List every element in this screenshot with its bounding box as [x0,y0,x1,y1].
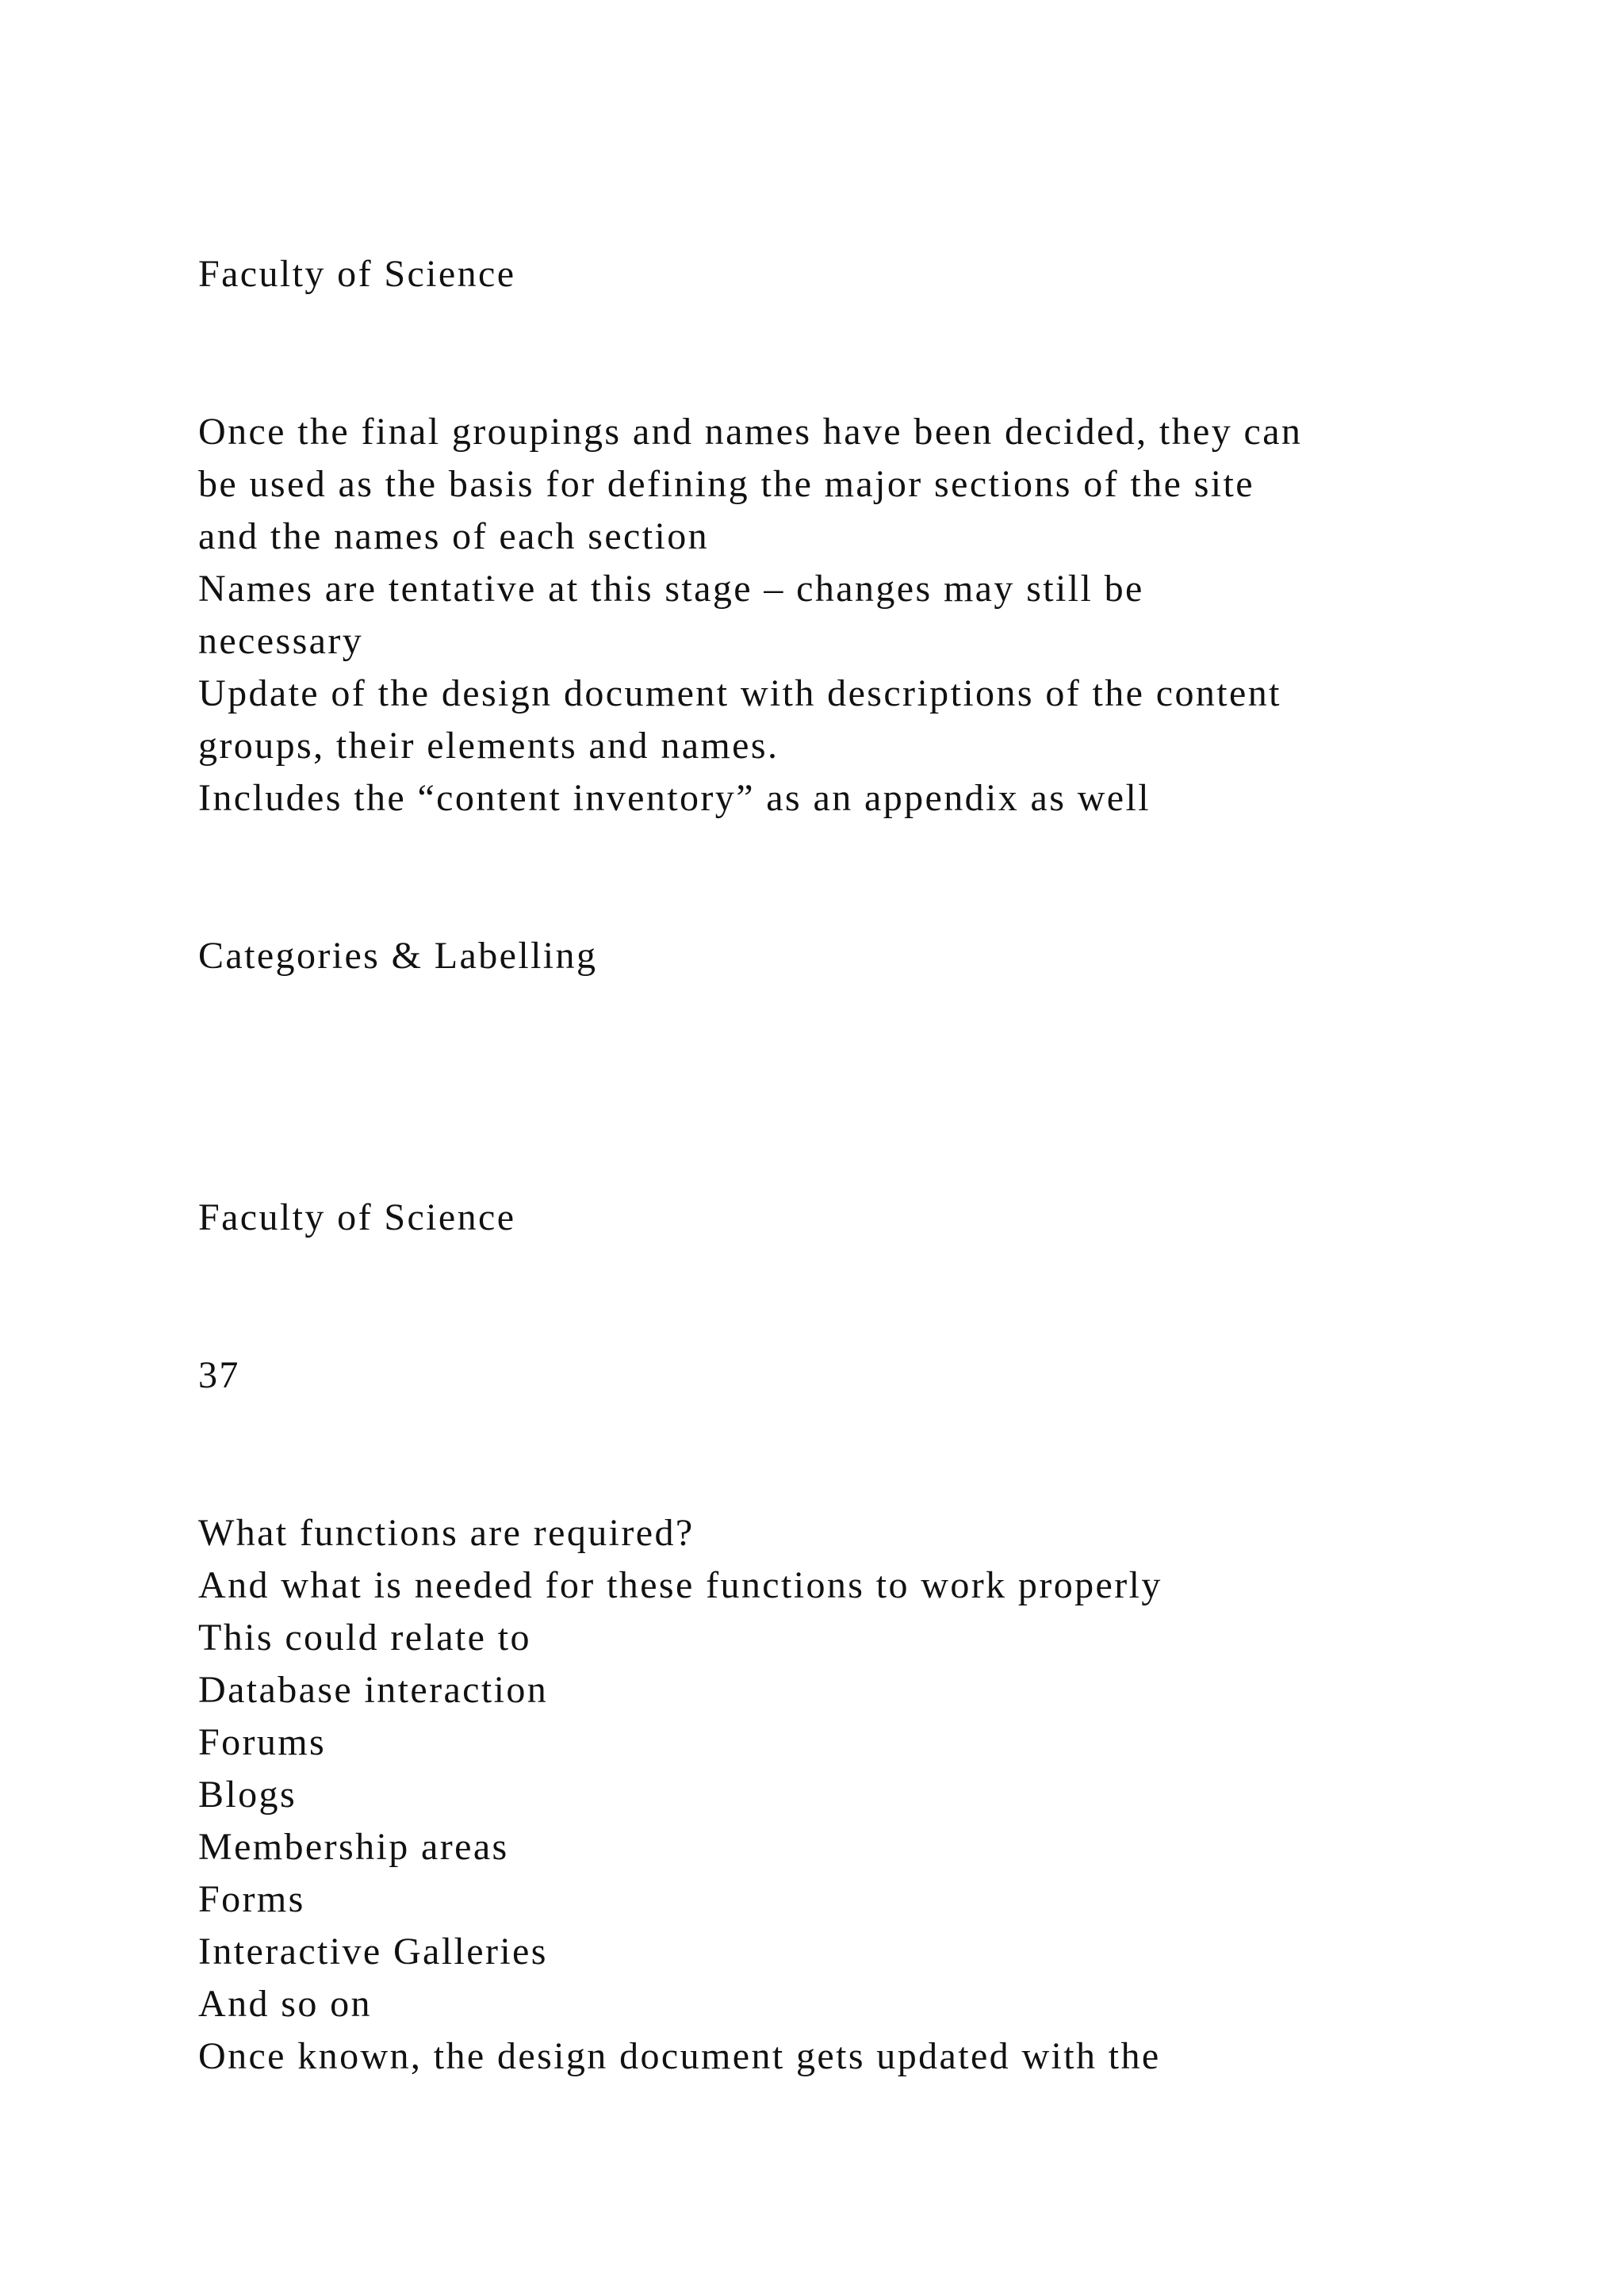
paragraph-line: Blogs [198,1774,297,1816]
paragraph-line: Membership areas [198,1826,509,1868]
slide-number: 37 [198,1354,240,1396]
paragraph-line: This could relate to [198,1617,531,1659]
paragraph-line: Interactive Galleries [198,1931,548,1973]
paragraph-line: necessary [198,620,364,662]
paragraph-line: Once the final groupings and names have been decided, they can [198,411,1303,453]
paragraph-line: Forums [198,1721,327,1763]
paragraph-line: Forms [198,1878,305,1920]
section-title: Categories & Labelling [198,935,598,977]
paragraph-line: And what is needed for these functions to work properly [198,1564,1162,1606]
paragraph-line: Includes the “content inventory” as an appendix as well [198,777,1151,819]
paragraph-line: Database interaction [198,1669,549,1711]
paragraph-line: Names are tentative at this stage – changes may still be [198,568,1144,610]
paragraph-line: and the names of each section [198,515,710,557]
faculty-header: Faculty of Science [198,1196,516,1238]
faculty-header: Faculty of Science [198,253,516,295]
paragraph-line: be used as the basis for defining the major sections of the site [198,463,1254,505]
paragraph-line: Update of the design document with descriptions of the content [198,672,1281,714]
paragraph-line: Once known, the design document gets updated with the [198,2035,1161,2077]
paragraph-line: What functions are required? [198,1512,695,1554]
paragraph-line: groups, their elements and names. [198,725,779,767]
paragraph-line: And so on [198,1983,372,2025]
